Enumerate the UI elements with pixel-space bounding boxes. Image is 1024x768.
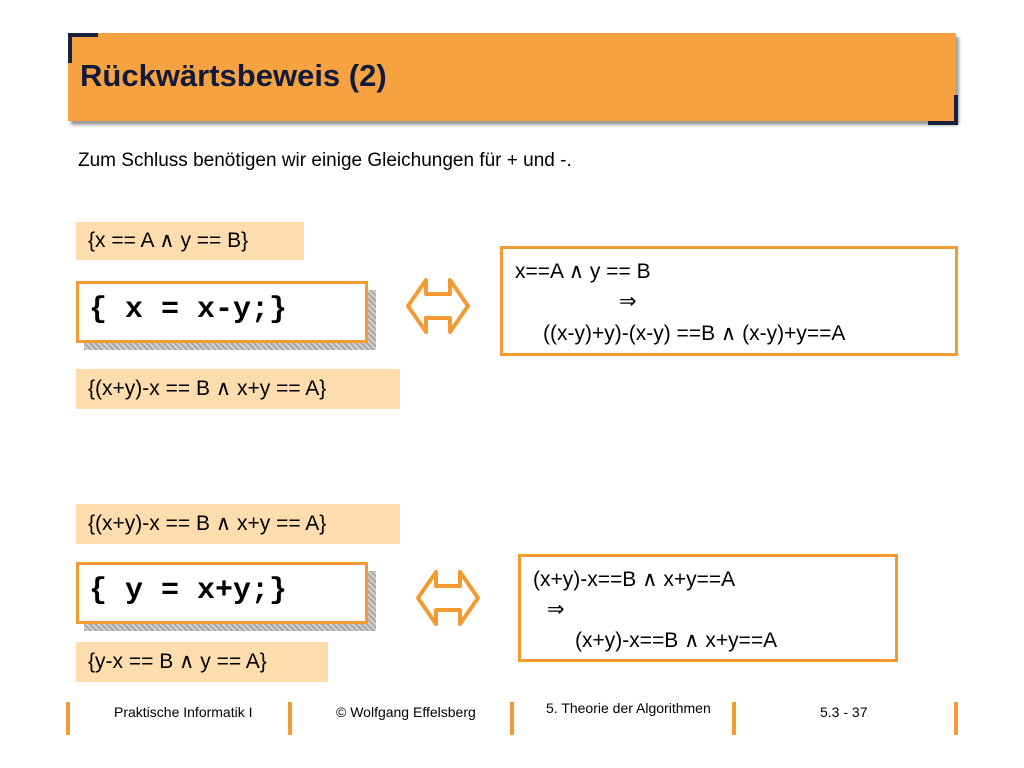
footer-divider [954, 702, 958, 735]
proof-2-line-1: (x+y)-x==B ∧ x+y==A [533, 568, 736, 591]
intro-text: Zum Schluss benötigen wir einige Gleichungen für + und -. [78, 150, 572, 171]
corner-bracket-bottom-right [928, 95, 958, 125]
footer-author: © Wolfgang Effelsberg [336, 704, 476, 720]
code-statement-1: { x = x-y;} [76, 281, 368, 343]
postcondition-2: {y-x == B ∧ y == A} [76, 642, 328, 682]
footer-page-number: 5.3 - 37 [820, 704, 868, 720]
proof-1-line-1: x==A ∧ y == B [515, 260, 651, 283]
footer-divider [732, 702, 736, 735]
code-statement-2: { y = x+y;} [76, 562, 368, 624]
proof-box-2 [518, 554, 898, 662]
equivalence-arrow-icon-2 [414, 566, 482, 630]
proof-1-implies: ⇒ [619, 290, 637, 313]
precondition-2: {(x+y)-x == B ∧ x+y == A} [76, 504, 400, 544]
precondition-1: {x == A ∧ y == B} [76, 222, 304, 260]
slide-title: Rückwärtsbeweis (2) [80, 58, 387, 93]
proof-1-line-2: ((x-y)+y)-(x-y) ==B ∧ (x-y)+y==A [543, 322, 846, 345]
footer-divider [510, 702, 514, 735]
footer-course: Praktische Informatik I [114, 704, 253, 720]
postcondition-1: {(x+y)-x == B ∧ x+y == A} [76, 369, 400, 409]
proof-box-1 [500, 246, 958, 356]
proof-2-implies: ⇒ [547, 598, 565, 621]
footer-chapter: 5. Theorie der Algorithmen [546, 700, 711, 716]
footer-divider [66, 702, 70, 735]
equivalence-arrow-icon-1 [404, 274, 472, 338]
footer-divider [288, 702, 292, 735]
proof-2-line-2: (x+y)-x==B ∧ x+y==A [575, 629, 778, 652]
